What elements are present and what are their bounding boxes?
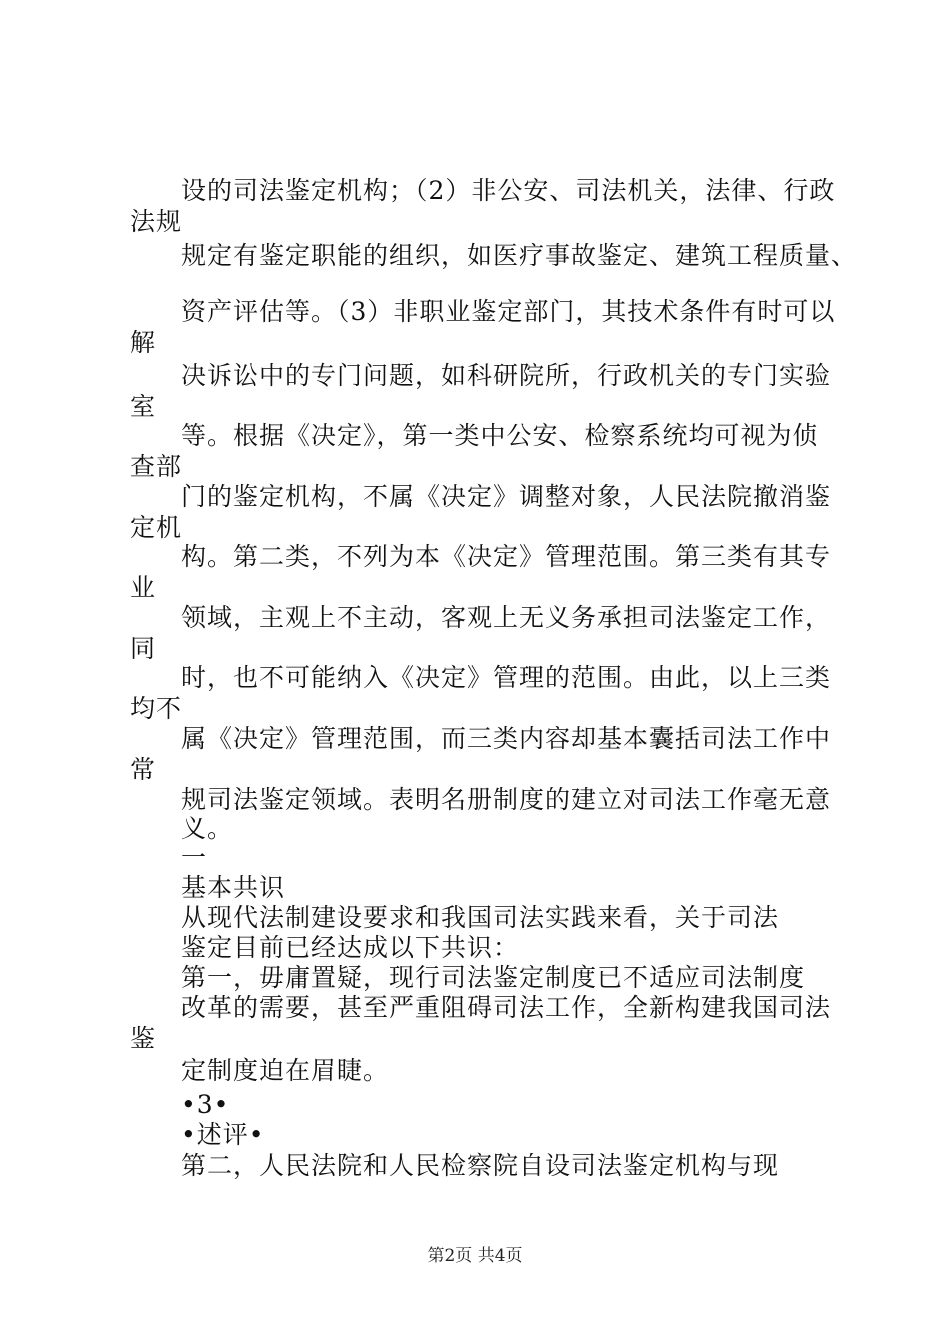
text-line: 查部 (130, 452, 183, 481)
text-line: 均不 (130, 694, 183, 723)
text-line: 解 (130, 328, 157, 357)
text-line: 规定有鉴定职能的组织，如医疗事故鉴定、建筑工程质量、 (181, 241, 858, 270)
text-line: 室 (130, 392, 157, 421)
text-line: 从现代法制建设要求和我国司法实践来看，关于司法 (181, 903, 780, 932)
section-heading: 基本共识 (181, 873, 286, 902)
running-header: •述评• (181, 1120, 265, 1149)
text-line: 资产评估等。（3）非职业鉴定部门，其技术条件有时可以 (181, 297, 836, 326)
inner-page-number: •3• (181, 1090, 230, 1119)
text-line: 常 (130, 755, 157, 784)
section-number: 一 (181, 843, 208, 872)
text-line: 同 (130, 634, 157, 663)
text-line: 鉴 (130, 1024, 157, 1053)
text-line: 改革的需要，甚至严重阻碍司法工作，全新构建我国司法 (181, 993, 832, 1022)
text-line: 定机 (130, 513, 183, 542)
text-line: 第二，人民法院和人民检察院自设司法鉴定机构与现 (181, 1151, 780, 1180)
text-line: 业 (130, 573, 157, 602)
text-line: 时，也不可能纳入《决定》管理的范围。由此，以上三类 (181, 663, 832, 692)
page-footer: 第2页 共4页 (427, 1246, 523, 1266)
text-line: 规司法鉴定领域。表明名册制度的建立对司法工作毫无意 (181, 785, 832, 814)
text-line: 构。第二类，不列为本《决定》管理范围。第三类有其专 (181, 542, 832, 571)
text-line: 等。根据《决定》，第一类中公安、检察系统均可视为侦 (181, 421, 819, 450)
text-line: 第一，毋庸置疑，现行司法鉴定制度已不适应司法制度 (181, 963, 806, 992)
text-line: 设的司法鉴定机构；（2）非公安、司法机关，法律、行政 (181, 176, 836, 205)
text-line: 领域，主观上不主动，客观上无义务承担司法鉴定工作， (181, 603, 832, 632)
text-line: 属《决定》管理范围，而三类内容却基本囊括司法工作中 (181, 724, 832, 753)
text-line: 法规 (130, 207, 183, 236)
text-line: 定制度迫在眉睫。 (181, 1056, 390, 1085)
text-line: 义。 (181, 814, 234, 843)
text-line: 决诉讼中的专门问题，如科研院所，行政机关的专门实验 (181, 361, 832, 390)
text-line: 鉴定目前已经达成以下共识： (181, 933, 520, 962)
text-line: 门的鉴定机构，不属《决定》调整对象，人民法院撤消鉴 (181, 482, 832, 511)
